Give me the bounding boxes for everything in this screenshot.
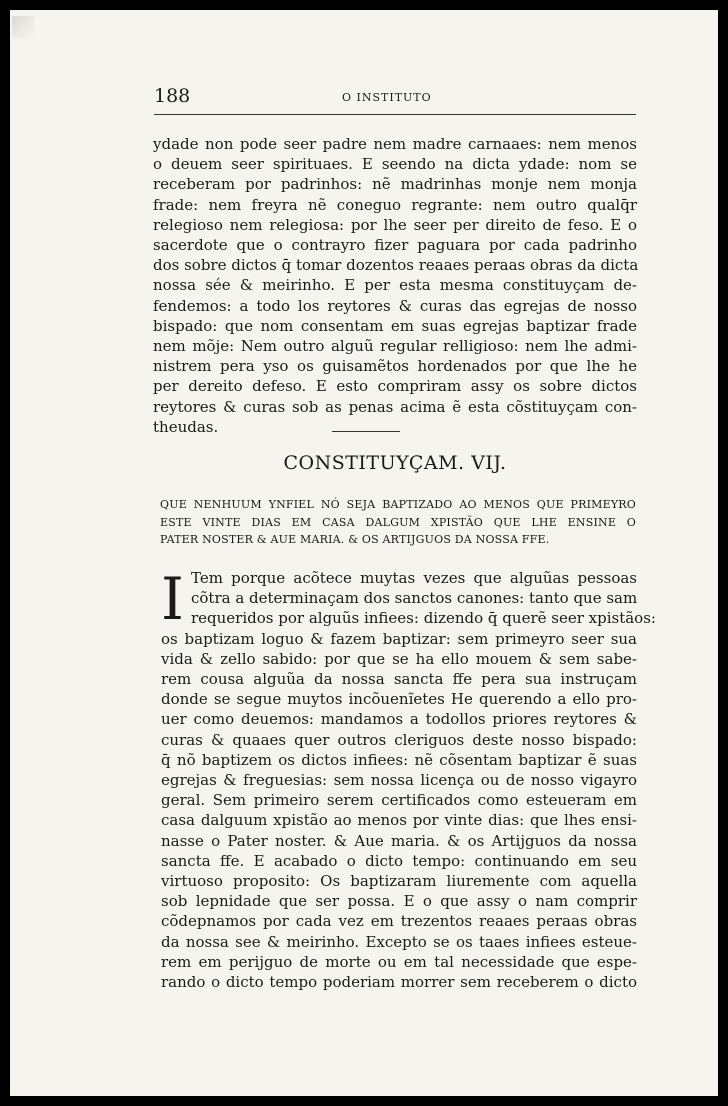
text-line: dos sobre dictos q̄ tomar dozentos reaaes peraas obras da dicta	[153, 256, 639, 275]
text-line: virtuoso proposito: Os baptizaram liuremente com aquella	[161, 872, 637, 891]
text-line: sancta ffe. E acabado o dicto tempo: continuando em seu	[161, 851, 637, 870]
page-number: 188	[154, 85, 191, 107]
drop-cap: I	[161, 565, 184, 633]
text-line: donde se segue muytos incõuenĩetes He querendo a ello pro-	[161, 690, 637, 709]
text-line: rem em perijguo de morte ou em tal necessidade que espe-	[161, 952, 637, 971]
text-line: da nossa see & meirinho. Excepto se os taaes infiees esteue-	[161, 932, 637, 951]
text-line: reytores & curas sob as penas acima ẽ esta cõstituyçam con-	[153, 397, 637, 416]
text-line: os baptizam loguo & fazem baptizar: sem primeyro seer sua	[161, 629, 637, 648]
header-rule	[154, 114, 636, 115]
text-line: relegioso nem relegiosa: por lhe seer per direito de feso. E o	[153, 215, 637, 234]
text-line: rem cousa alguũa da nossa sancta ffe pera sua instruçam	[161, 670, 637, 689]
text-line: cõtra a determinaçam dos sanctos canones: tanto que sam	[191, 589, 638, 608]
page-corner-fold	[12, 16, 34, 38]
text-line: sacerdote que o contrayro fizer paguara por cada padrinho	[153, 236, 637, 255]
section-divider	[332, 431, 400, 432]
text-line: nem mõje: Nem outro alguũ regular relligioso: nem lhe admi-	[153, 337, 637, 356]
page-header	[154, 85, 636, 115]
text-line: cõdepnamos por cada vez em trezentos reaaes peraas obras	[161, 912, 637, 931]
text-line: nistrem pera yso os guisamẽtos hordenados por que lhe he	[153, 357, 637, 376]
text-line: per dereito defeso. E esto compriram assy os sobre dictos	[153, 377, 637, 396]
text-line: fendemos: a todo los reytores & curas das egrejas de nosso	[153, 296, 637, 315]
text-line: nasse o Pater noster. & Aue maria. & os Artijguos da nossa	[161, 831, 637, 850]
text-line: frade: nem freyra nẽ coneguo regrante: nem outro qualq̄r	[153, 195, 637, 214]
text-line: Tem porque acõtece muytas vezes que alguũas pessoas	[191, 569, 637, 587]
text-line: theudas.	[153, 417, 219, 436]
book-page	[10, 10, 718, 1096]
subtitle-line: QUE NENHUUM YNFIEL NÓ SEJA BAPTIZADO AO MENOS QUE PRIMEYRO	[160, 498, 636, 511]
running-title: O INSTITUTO	[342, 91, 432, 104]
text-line: q̄ nõ baptizem os dictos infiees: nẽ cõsentam baptizar ẽ suas	[161, 750, 637, 769]
top-paragraph	[153, 134, 637, 437]
section-subtitle	[160, 496, 636, 549]
text-line: curas & quaaes quer outros cleriguos deste nosso bispado:	[161, 730, 637, 749]
text-line: vida & zello sabido: por que se ha ello mouem & sem sabe-	[161, 649, 637, 668]
section-title: CONSTITUYÇAM. VIJ.	[283, 452, 507, 474]
text-line: o deuem seer spirituaes. E seendo na dicta ydade: nom se	[153, 155, 637, 174]
text-line: requeridos por alguũs infiees: dizendo q̄ querẽ seer xpistãos:	[191, 609, 656, 628]
text-line: bispado: que nom consentam em suas egrejas baptizar frade	[153, 316, 637, 335]
text-line: nossa sée & meirinho. E per esta mesma constituyçam de-	[153, 276, 637, 295]
text-line: egrejas & freguesias: sem nossa licença ou de nosso vigayro	[161, 771, 637, 790]
text-line: ydade non pode seer padre nem madre carnaaes: nem menos	[153, 135, 637, 153]
text-line: geral. Sem primeiro serem certificados como esteueram em	[161, 791, 637, 810]
subtitle-line: ESTE VINTE DIAS EM CASA DALGUM XPISTÃO QUE LHE ENSINE O	[160, 515, 636, 529]
text-line: rando o dicto tempo poderiam morrer sem receberem o dicto	[161, 973, 637, 992]
subtitle-line: PATER NOSTER & AUE MARIA. & OS ARTIJGUOS DA NOSSA FFE.	[160, 533, 550, 546]
text-line: casa dalguum xpistão ao menos por vinte dias: que lhes ensi-	[161, 811, 637, 830]
text-line: receberam por padrinhos: nẽ madrinhas monje nem monja	[153, 175, 637, 194]
main-paragraph	[161, 565, 656, 992]
text-line: uer como deuemos: mandamos a todollos priores reytores &	[161, 710, 637, 729]
text-line: sob lepnidade que ser possa. E o que assy o nam comprir	[161, 892, 637, 911]
